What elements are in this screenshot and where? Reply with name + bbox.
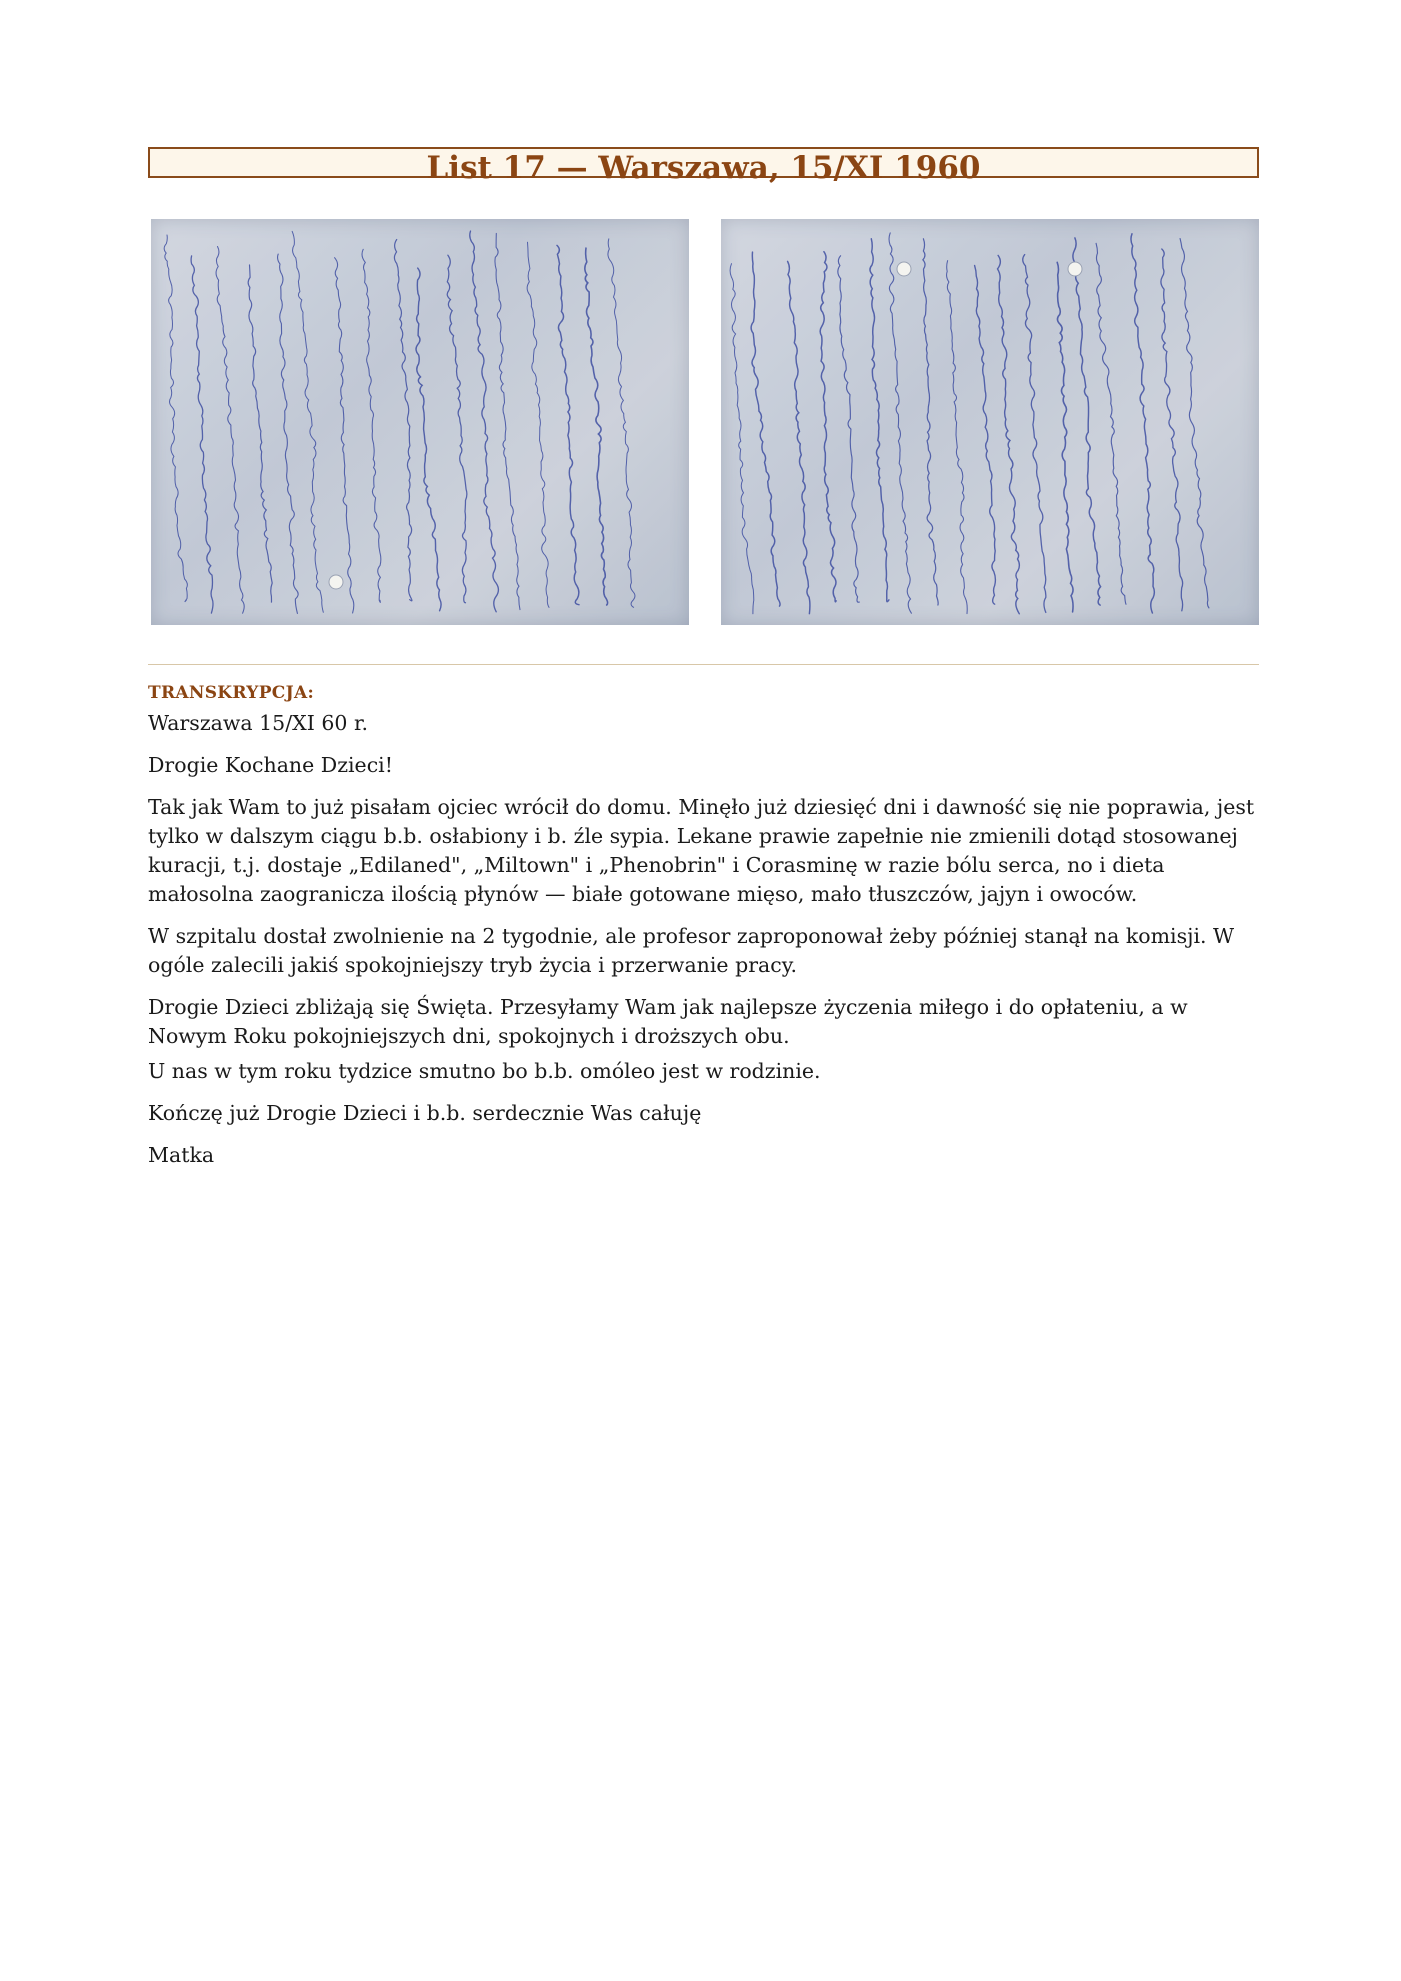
- letter-paragraph: U nas w tym roku tydzice smutno bo b.b. omóleo jest w rodzinie.: [148, 1059, 821, 1083]
- letter-page: [148, 147, 1259, 1183]
- letter-paragraph: W szpitalu dostał zwolnienie na 2 tygodnie, ale profesor zaproponował żeby później stanął na komisji. W ogóle zalecili jakiś spokojniejszy tryb życia i przerwanie pracy.: [148, 924, 1235, 977]
- letter-page-2-scan: [721, 219, 1259, 625]
- title-banner: [148, 147, 1259, 186]
- letter-greeting: Drogie Kochane Dzieci!: [148, 753, 393, 777]
- transcription-text: [148, 709, 1259, 1170]
- letter-scans: [148, 219, 1259, 625]
- letter-page-1-scan: [151, 219, 689, 625]
- letter-closing: Kończę już Drogie Dzieci i b.b. serdecznie Was całuję: [148, 1101, 702, 1125]
- letter-signature: Matka: [148, 1143, 215, 1167]
- section-divider: [148, 664, 1259, 665]
- letter-paragraph: Drogie Dzieci zbliżają się Święta. Przesyłamy Wam jak najlepsze życzenia miłego i do opłateniu, a w Nowym Roku pokojniejszych dni, spokojnych i droższych obu.: [148, 995, 1188, 1048]
- page-title: List 17 — Warszawa, 15/XI 1960: [426, 150, 981, 186]
- letter-paragraph: Tak jak Wam to już pisałam ojciec wrócił do domu. Minęło już dziesięć dni i dawność się nie poprawia, jest tylko w dalszym ciągu b.b. osłabiony i b. źle sypia. Lekane prawie zapełnie nie zmienili dotąd stosowanej kuracji, t.j. dostaje „Edilaned", „Miltown" i „Phenobrin" i Corasminę w razie bólu serca, no i dieta małosolna zaogranicza ilością płynów — białe gotowane mięso, mało tłuszczów, jajyn i owoców.: [148, 795, 1255, 906]
- transcription-label: TRANSKRYPCJA:: [148, 683, 315, 703]
- letter-date: Warszawa 15/XI 60 r.: [148, 711, 369, 735]
